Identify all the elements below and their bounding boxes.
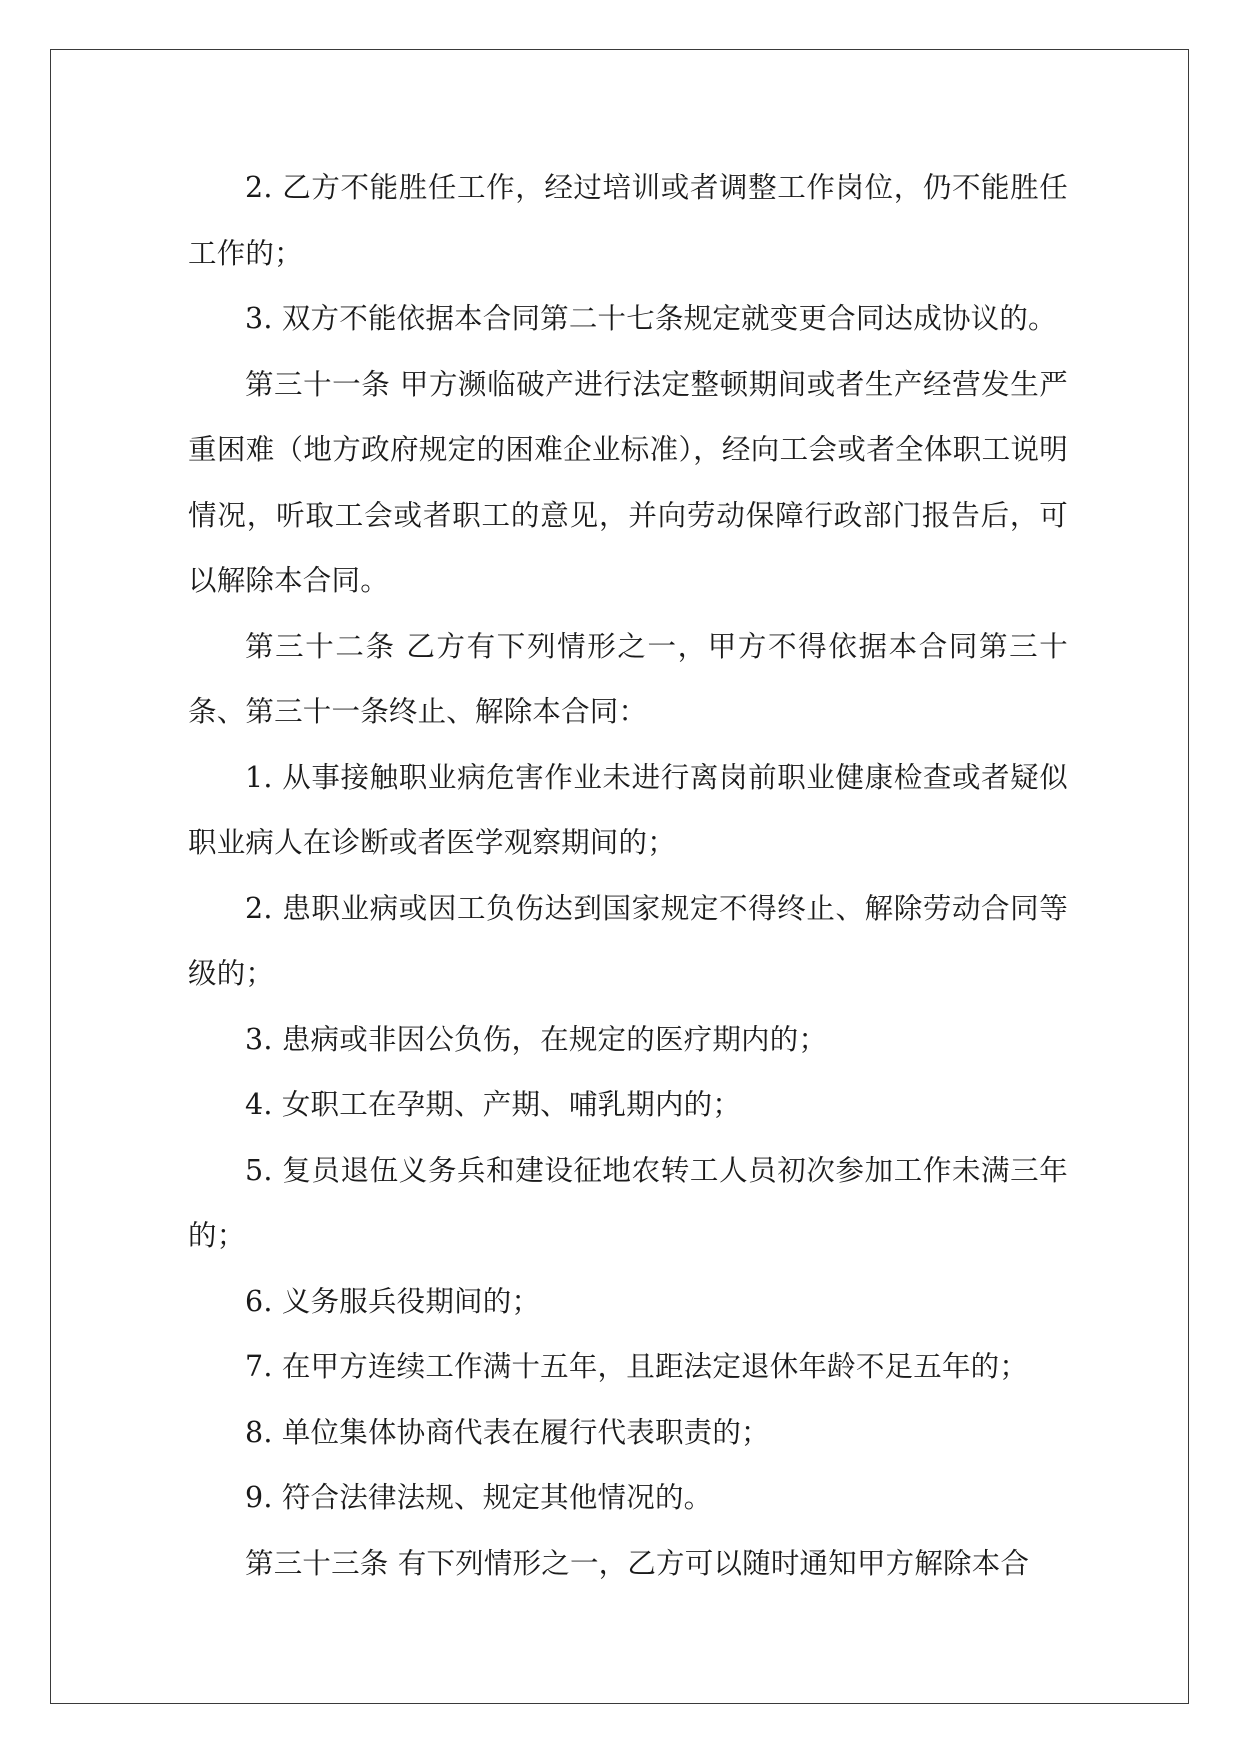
article-33: 第三十三条 有下列情形之一，乙方可以随时通知甲方解除本合 bbox=[245, 1546, 1030, 1580]
article-31: 第三十一条 甲方濒临破产进行法定整顿期间或者生产经营发生严重困难（地方政府规定的困难企业标准），经向工会或者全体职工说明情况，听取工会或者职工的意见，并向劳动保障行政部门报告后，可以解除本合同。 bbox=[188, 367, 1068, 597]
paragraph-item-3: 3. 双方不能依据本合同第二十七条规定就变更合同达成协议的。 bbox=[245, 302, 1057, 335]
article-32-item-2: 2. 患职业病或因工负伤达到国家规定不得终止、解除劳动合同等级的； bbox=[188, 891, 1068, 990]
article-32-item-1: 1. 从事接触职业病危害作业未进行离岗前职业健康检查或者疑似职业病人在诊断或者医学观察期间的； bbox=[188, 760, 1068, 859]
document-body bbox=[188, 155, 1068, 1596]
article-32-item-3: 3. 患病或非因公负伤，在规定的医疗期内的； bbox=[245, 1022, 828, 1056]
article-32-item-7: 7. 在甲方连续工作满十五年，且距法定退休年龄不足五年的； bbox=[245, 1350, 1029, 1383]
article-32-item-8: 8. 单位集体协商代表在履行代表职责的； bbox=[245, 1415, 770, 1449]
article-32-item-5: 5. 复员退伍义务兵和建设征地农转工人员初次参加工作未满三年的； bbox=[188, 1153, 1068, 1252]
article-32-item-9: 9. 符合法律法规、规定其他情况的。 bbox=[245, 1481, 713, 1514]
article-32-item-6: 6. 义务服兵役期间的； bbox=[245, 1284, 541, 1318]
article-32-item-4: 4. 女职工在孕期、产期、哺乳期内的； bbox=[245, 1088, 742, 1121]
article-32: 第三十二条 乙方有下列情形之一，甲方不得依据本合同第三十条、第三十一条终止、解除本合同： bbox=[188, 629, 1068, 728]
paragraph-item-2: 2. 乙方不能胜任工作，经过培训或者调整工作岗位，仍不能胜任工作的； bbox=[188, 171, 1068, 270]
